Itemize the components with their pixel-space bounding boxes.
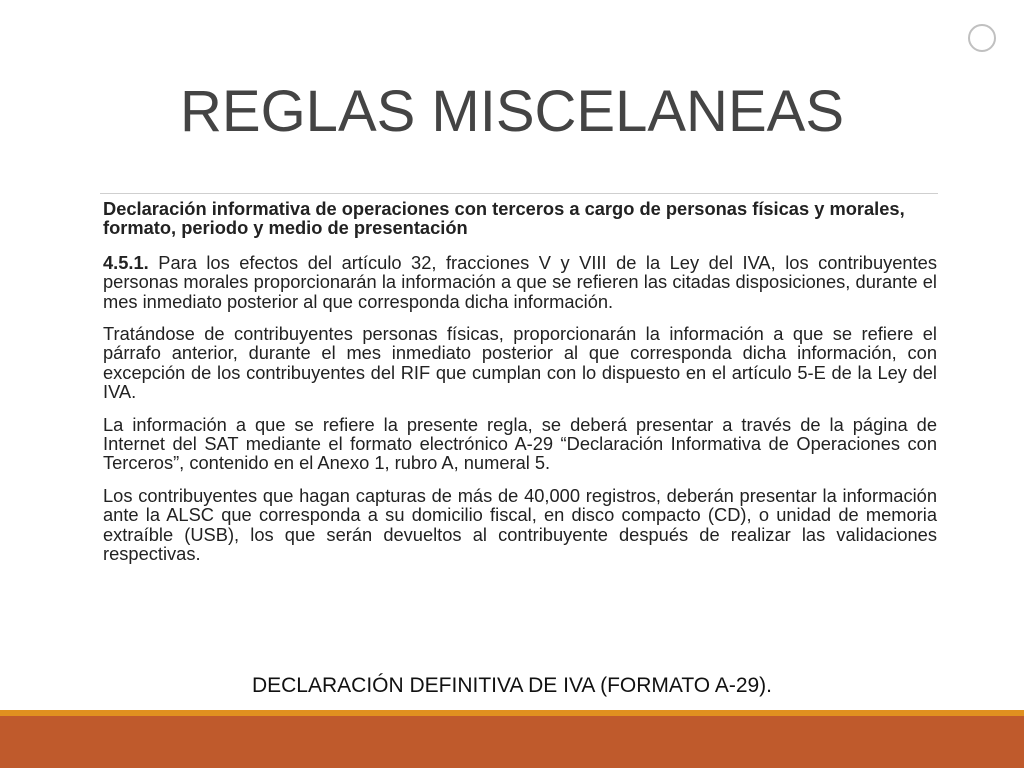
rule-number: 4.5.1. xyxy=(103,251,149,273)
paragraph-capturas: Los contribuyentes que hagan capturas de más de 40,000 registros, deberán presentar la información ante la ALSC que corresponda a su domicilio fiscal, en disco compacto (CD), o unidad de memoria extraíble (USB), los que serán devueltos al contribuyente después de realizar las validaciones respectivas. xyxy=(103,484,937,565)
bottom-band xyxy=(0,716,1024,768)
paragraph-personas-fisicas: Tratándose de contribuyentes personas físicas, proporcionarán la información a que se refiere el párrafo anterior, durante el mes inmediato posterior al que corresponda dicha información, con excepción de los contribuyentes del RIF que cumplan con lo dispuesto en el artículo 5-E de la Ley del IVA. xyxy=(103,323,937,403)
decorative-circle-icon xyxy=(968,24,996,52)
section-heading: Declaración informativa de operaciones con terceros a cargo de personas físicas y morales, formato, periodo y medio de presentación xyxy=(103,198,905,239)
paragraph-1-text: Para los efectos del artículo 32, fracciones V y VIII de la Ley del IVA, los contribuyentes personas morales proporcionarán la información a que se refieren las citadas disposiciones, durante el mes inmediato posterior al que corresponda dicha información. xyxy=(103,251,937,312)
slide-body xyxy=(103,199,937,577)
slide-title: REGLAS MISCELANEAS xyxy=(180,79,844,144)
title-divider xyxy=(100,193,938,194)
paragraph-formato-a29: La información a que se refiere la presente regla, se deberá presentar a través de la página de Internet del SAT mediante el formato electrónico A-29 “Declaración Informativa de Operaciones con Terceros”, contenido en el Anexo 1, rubro A, numeral 5. xyxy=(103,413,937,474)
paragraph-rule-451 xyxy=(103,253,937,311)
footer-caption: DECLARACIÓN DEFINITIVA DE IVA (FORMATO A-29). xyxy=(251,674,773,697)
